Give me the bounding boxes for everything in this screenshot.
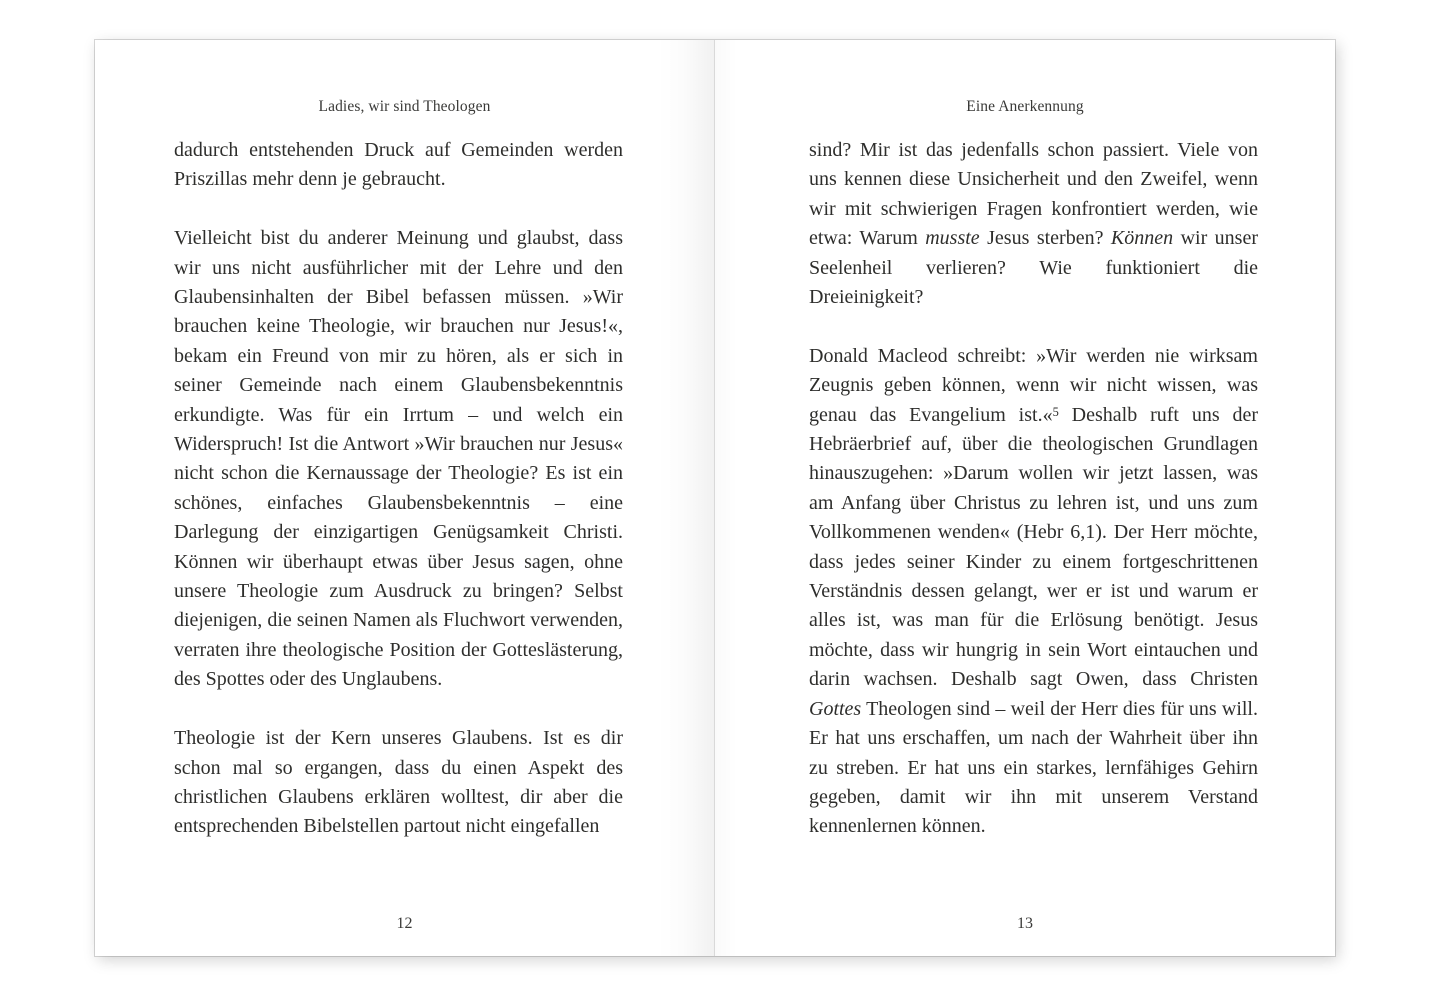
page-text-right — [809, 136, 1258, 842]
paragraph: Theologie ist der Kern unseres Glaubens. Ist es dir schon mal so ergangen, dass du einen Aspekt des christlichen Glaubens erklären wolltest, dir aber die entsprechenden Bibelstellen partout nicht eingefallen — [174, 727, 623, 838]
page-text-left — [174, 136, 623, 842]
paragraph: Vielleicht bist du anderer Meinung und glaubst, dass wir uns nicht ausführlicher mit der Lehre und den Glaubensinhalten der Bibel befassen müssen. »Wir brauchen keine Theologie, wir brauchen nur Jesus!«, bekam ein Freund von mir zu hören, als er sich in seiner Gemeinde nach einem Glaubensbekenntnis erkundigte. Was für ein Irrtum – und welch ein Widerspruch! Ist die Antwort »Wir brauchen nur Jesus« nicht schon die Kernaussage der Theologie? Es ist ein schönes, einfaches Glaubensbekenntnis – eine Darlegung der einzigartigen Genügsamkeit Christi. Können wir überhaupt etwas über Jesus sagen, ohne unsere Theologie zum Ausdruck zu bringen? Selbst diejenigen, die seinen Namen als Fluchwort verwenden, verraten ihre theologische Position der Gotteslästerung, des Spottes oder des Unglaubens. — [174, 227, 623, 691]
paragraph: sind? Mir ist das jedenfalls schon passiert. Viele von uns kennen diese Unsicherheit und den Zweifel, wenn wir mit schwierigen Fragen konfrontiert werden, wie etwa: Warum musste Jesus sterben? Können wir unser Seelenheil verlieren? Wie funktioniert die Dreieinigkeit? — [809, 139, 1259, 309]
book-page-left — [95, 40, 715, 956]
running-head-left: Ladies, wir sind Theologen — [318, 98, 491, 115]
book-page-right — [715, 40, 1335, 956]
book-spread — [95, 40, 1335, 956]
page-number-right: 13 — [1017, 915, 1033, 932]
page-number-left: 12 — [396, 915, 413, 932]
paragraph: Donald Macleod schreibt: »Wir werden nie wirksam Zeugnis geben können, wenn wir nicht wissen, was genau das Evangelium ist.«$^5$ Deshalb ruft uns der Hebräerbrief auf, über die theologischen Grundlagen hinauszugehen: »Darum wollen wir jetzt lassen, was am Anfang über Christus zu lehren ist, und uns zum Vollkommenen wenden« (Hebr 6,1). Der Herr möchte, dass jedes seiner Kinder zu einem fortgeschrittenen Verständnis dessen gelangt, wer er ist und warum er alles ist, was man für die Erlösung benötigt. Jesus möchte, dass wir hungrig in sein Wort eintauchen und darin wachsen. Deshalb sagt Owen, dass Christen Gottes Theologen sind – weil der Herr dies für uns will. Er hat uns erschaffen, um nach der Wahrheit über ihn zu streben. Er hat uns ein starkes, lernfähiges Gehirn gegeben, damit wir ihn mit unserem Verstand kennenlernen können. — [809, 344, 1259, 838]
running-head-right: Eine Anerkennung — [966, 98, 1084, 115]
paragraph: dadurch entstehenden Druck auf Gemeinden werden Priszillas mehr denn je gebraucht. — [174, 139, 623, 191]
